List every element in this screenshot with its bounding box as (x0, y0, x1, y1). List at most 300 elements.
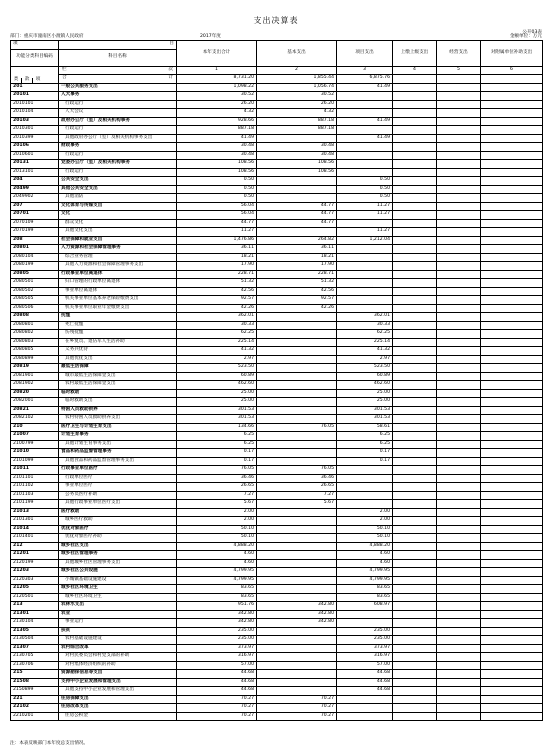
row-name: 食品和药品监督管理事务 (59, 449, 177, 458)
ci-label: 次 (168, 66, 173, 72)
table-row (11, 364, 543, 373)
table-row (11, 245, 543, 254)
row-project: 0.50 (337, 194, 393, 203)
row-name: 行政事业单位医疗 (59, 466, 177, 475)
row-code: 20808 (11, 313, 59, 322)
row-subsidy (481, 491, 543, 500)
row-project: 0.17 (337, 449, 393, 458)
table-row (11, 194, 543, 203)
table-row (11, 644, 543, 653)
row-basic (257, 593, 337, 602)
row-upper (393, 381, 437, 390)
row-project (337, 143, 393, 152)
grand-total-amount: 8,731.20 (177, 75, 257, 84)
row-subsidy (481, 313, 543, 322)
row-upper (393, 279, 437, 288)
row-project: 1,212.04 (337, 236, 393, 245)
row-operating (437, 500, 481, 509)
row-project: 608.97 (337, 602, 393, 611)
row-basic (257, 636, 337, 645)
row-project: 41.49 (337, 117, 393, 126)
row-operating (437, 466, 481, 475)
table-row (11, 355, 543, 364)
row-total: 4.32 (177, 109, 257, 118)
row-operating (437, 109, 481, 118)
row-total: 44.68 (177, 687, 257, 696)
row-code: 2070199 (11, 228, 59, 237)
table-row (11, 313, 543, 322)
row-name: 对村集体经济组织的补助 (59, 661, 177, 670)
col-num-5: 5 (437, 66, 481, 75)
row-upper (393, 117, 437, 126)
row-code: 2080104 (11, 253, 59, 262)
row-project: 57.00 (337, 661, 393, 670)
row-operating (437, 364, 481, 373)
row-name: 抚恤 (59, 313, 177, 322)
row-project: 11.27 (337, 202, 393, 211)
row-name: 临时救助支出 (59, 398, 177, 407)
row-code: 2100799 (11, 440, 59, 449)
row-operating (437, 262, 481, 271)
row-operating (437, 92, 481, 101)
table-row (11, 440, 543, 449)
row-name: 机关事业单位基本养老保险缴费支出 (59, 296, 177, 305)
operating-header: 经营支出 (437, 41, 481, 67)
row-code: 2130706 (11, 661, 59, 670)
row-operating (437, 627, 481, 636)
row-subsidy (481, 236, 543, 245)
row-subsidy (481, 415, 543, 424)
row-project (337, 483, 393, 492)
row-project (337, 712, 393, 721)
row-operating (437, 313, 481, 322)
row-project (337, 500, 393, 509)
row-total: 70.27 (177, 695, 257, 704)
table-row (11, 466, 543, 475)
row-name: 公共安全支出 (59, 177, 177, 186)
table-row (11, 296, 543, 305)
subject-name-header: 科目名称 (59, 49, 177, 66)
row-total: 30.33 (177, 321, 257, 330)
table-row (11, 585, 543, 594)
row-project: 2.97 (337, 355, 393, 364)
kuan-label: 款 (22, 78, 33, 83)
row-basic (257, 670, 337, 679)
row-total: 17.90 (177, 262, 257, 271)
row-basic (257, 338, 337, 347)
row-upper (393, 500, 437, 509)
row-total: 373.97 (177, 644, 257, 653)
row-upper (393, 296, 437, 305)
row-basic: 70.27 (257, 695, 337, 704)
row-operating (437, 551, 481, 560)
row-basic: 44.77 (257, 202, 337, 211)
row-project: 523.50 (337, 364, 393, 373)
row-basic: 30.48 (257, 143, 337, 152)
row-project: 58.61 (337, 423, 393, 432)
row-total: 225.14 (177, 338, 257, 347)
table-row (11, 627, 543, 636)
row-upper (393, 457, 437, 466)
func-code-header: 功能分类科目编码 (11, 49, 59, 66)
row-total: 2.00 (177, 517, 257, 526)
row-project (337, 100, 393, 109)
row-project: 301.53 (337, 406, 393, 415)
row-basic: 92.57 (257, 296, 337, 305)
grand-total-project: 6,875.76 (337, 75, 393, 84)
expenditure-table (10, 40, 543, 721)
row-subsidy (481, 287, 543, 296)
row-subsidy (481, 347, 543, 356)
col-num-3: 3 (337, 66, 393, 75)
row-name: 事业单位离退休 (59, 287, 177, 296)
row-name: 特困人员救助供养 (59, 406, 177, 415)
row-basic (257, 627, 337, 636)
row-upper (393, 126, 437, 135)
row-basic (257, 355, 337, 364)
table-row (11, 211, 543, 220)
row-basic: 26.20 (257, 100, 337, 109)
row-project: 11.27 (337, 211, 393, 220)
row-upper (393, 636, 437, 645)
form-code: 公开03表 (522, 30, 542, 35)
row-name: 农村综合改革 (59, 644, 177, 653)
table-row (11, 279, 543, 288)
row-upper (393, 347, 437, 356)
table-row (11, 619, 543, 628)
row-subsidy (481, 704, 543, 713)
row-total: 26.65 (177, 483, 257, 492)
table-row (11, 160, 543, 169)
row-total: 108.56 (177, 168, 257, 177)
row-total: 4.60 (177, 551, 257, 560)
row-operating (437, 330, 481, 339)
row-subsidy (481, 245, 543, 254)
row-subsidy (481, 406, 543, 415)
row-code: 2101199 (11, 500, 59, 509)
row-basic: 108.56 (257, 160, 337, 169)
row-total: 4,799.95 (177, 576, 257, 585)
row-operating (437, 347, 481, 356)
row-project: 30.33 (337, 321, 393, 330)
row-name: 财政事务 (59, 143, 177, 152)
row-subsidy (481, 372, 543, 381)
row-code: 201 (11, 83, 59, 92)
row-basic: 342.80 (257, 602, 337, 611)
row-subsidy (481, 619, 543, 628)
row-basic (257, 194, 337, 203)
row-name: 在乡复员、退伍军人生活补助 (59, 338, 177, 347)
row-upper (393, 100, 437, 109)
total-header: 本年支出合计 (177, 41, 257, 67)
row-upper (393, 576, 437, 585)
row-code: 2130705 (11, 653, 59, 662)
row-code: 2080502 (11, 287, 59, 296)
row-operating (437, 253, 481, 262)
row-basic (257, 585, 337, 594)
row-operating (437, 117, 481, 126)
row-basic: 18.21 (257, 253, 337, 262)
row-total: 342.80 (177, 619, 257, 628)
row-code: 20801 (11, 245, 59, 254)
row-subsidy (481, 636, 543, 645)
row-upper (393, 517, 437, 526)
row-basic: 342.80 (257, 619, 337, 628)
row-total: 25.00 (177, 398, 257, 407)
row-basic (257, 568, 337, 577)
row-basic (257, 347, 337, 356)
row-name: 行政运行 (59, 100, 177, 109)
row-basic (257, 542, 337, 551)
row-name: 医疗救助 (59, 508, 177, 517)
row-total: 928.66 (177, 117, 257, 126)
row-operating (437, 559, 481, 568)
row-subsidy (481, 109, 543, 118)
row-basic: 108.56 (257, 168, 337, 177)
row-subsidy (481, 83, 543, 92)
page-title: 支出决算表 (253, 16, 299, 25)
row-basic (257, 177, 337, 186)
row-total: 30.52 (177, 92, 257, 101)
row-code: 2080805 (11, 347, 59, 356)
row-basic: 30.48 (257, 151, 337, 160)
table-row (11, 568, 543, 577)
row-upper (393, 304, 437, 313)
row-total: 41.32 (177, 347, 257, 356)
row-name: 行政运行 (59, 168, 177, 177)
row-subsidy (481, 117, 543, 126)
row-name: 其他公共安全支出 (59, 185, 177, 194)
table-row (11, 687, 543, 696)
row-total: 362.01 (177, 313, 257, 322)
row-subsidy (481, 508, 543, 517)
row-name: 支持中小企业发展和管理支出 (59, 678, 177, 687)
row-project (337, 474, 393, 483)
row-name: 社会保障和就业支出 (59, 236, 177, 245)
row-basic: 36.46 (257, 474, 337, 483)
row-basic: 42.26 (257, 304, 337, 313)
he-label: 合 (62, 75, 67, 81)
table-row (11, 338, 543, 347)
row-code: 22102 (11, 704, 59, 713)
row-total: 301.53 (177, 415, 257, 424)
col-num-6: 6 (481, 66, 543, 75)
row-project: 50.10 (337, 525, 393, 534)
row-code: 21007 (11, 432, 59, 441)
row-subsidy (481, 593, 543, 602)
row-basic (257, 534, 337, 543)
row-operating (437, 372, 481, 381)
row-operating (437, 457, 481, 466)
row-basic: 70.27 (257, 704, 337, 713)
row-code: 20103 (11, 117, 59, 126)
row-subsidy (481, 712, 543, 721)
row-code: 2010399 (11, 134, 59, 143)
row-code: 2080506 (11, 304, 59, 313)
row-code: 208 (11, 236, 59, 245)
row-code: 21203 (11, 568, 59, 577)
row-total: 951.76 (177, 602, 257, 611)
row-total: 30.48 (177, 143, 257, 152)
row-name: 其他消防 (59, 194, 177, 203)
table-row (11, 661, 543, 670)
row-basic (257, 508, 337, 517)
row-basic: 17.90 (257, 262, 337, 271)
row-basic (257, 457, 337, 466)
row-basic (257, 185, 337, 194)
row-code: 2010104 (11, 109, 59, 118)
row-total: 76.05 (177, 466, 257, 475)
row-name: 资源勘探信息等支出 (59, 670, 177, 679)
table-row (11, 491, 543, 500)
row-upper (393, 661, 437, 670)
grand-total-basic: 1,855.44 (257, 75, 337, 84)
row-project (337, 151, 393, 160)
row-name: 党委办公厅（室）及相关机构事务 (59, 160, 177, 169)
row-project (337, 287, 393, 296)
row-upper (393, 211, 437, 220)
row-subsidy (481, 678, 543, 687)
row-subsidy (481, 338, 543, 347)
table-row (11, 474, 543, 483)
row-subsidy (481, 168, 543, 177)
row-name: 住房公积金 (59, 712, 177, 721)
row-code: 21013 (11, 508, 59, 517)
row-subsidy (481, 670, 543, 679)
table-row (11, 457, 543, 466)
row-code: 2080501 (11, 279, 59, 288)
row-project: 301.53 (337, 415, 393, 424)
row-operating (437, 432, 481, 441)
row-name: 其他食品和药品监督管理事务支出 (59, 457, 177, 466)
row-code: 20701 (11, 211, 59, 220)
row-operating (437, 219, 481, 228)
row-total: 342.80 (177, 610, 257, 619)
row-basic: 30.52 (257, 92, 337, 101)
row-name: 行政运行 (59, 126, 177, 135)
row-subsidy (481, 270, 543, 279)
row-basic (257, 415, 337, 424)
row-project: 2.00 (337, 508, 393, 517)
table-row (11, 83, 543, 92)
row-name: 人大会议 (59, 109, 177, 118)
row-total: 50.10 (177, 525, 257, 534)
row-operating (437, 143, 481, 152)
lei-kuan-xiang-cell (11, 66, 59, 83)
row-name: 城乡社区环境卫生 (59, 593, 177, 602)
row-operating (437, 355, 481, 364)
row-project: 83.65 (337, 593, 393, 602)
table-row (11, 415, 543, 424)
row-code: 2010301 (11, 126, 59, 135)
row-name: 公务员医疗补助 (59, 491, 177, 500)
row-subsidy (481, 389, 543, 398)
row-project: 44.68 (337, 678, 393, 687)
row-code: 207 (11, 202, 59, 211)
table-row (11, 347, 543, 356)
row-code: 2101401 (11, 534, 59, 543)
row-project (337, 491, 393, 500)
row-name: 机关事业单位职业年金缴费支出 (59, 304, 177, 313)
row-upper (393, 83, 437, 92)
row-subsidy (481, 219, 543, 228)
row-subsidy (481, 398, 543, 407)
row-name: 行政单位医疗 (59, 474, 177, 483)
row-code: 21201 (11, 551, 59, 560)
row-upper (393, 449, 437, 458)
row-code: 2101301 (11, 517, 59, 526)
row-project (337, 109, 393, 118)
row-name: 其他人力资源和社会保障管理事务支出 (59, 262, 177, 271)
row-upper (393, 670, 437, 679)
row-code: 2070109 (11, 219, 59, 228)
table-row (11, 372, 543, 381)
row-project: 60.89 (337, 372, 393, 381)
header-row-1 (11, 41, 543, 50)
row-basic (257, 559, 337, 568)
table-row (11, 678, 543, 687)
row-basic: 228.71 (257, 270, 337, 279)
row-upper (393, 202, 437, 211)
row-project (337, 219, 393, 228)
row-subsidy (481, 661, 543, 670)
row-name: 其他文化支出 (59, 228, 177, 237)
row-project: 25.00 (337, 389, 393, 398)
row-operating (437, 534, 481, 543)
row-subsidy (481, 457, 543, 466)
row-operating (437, 695, 481, 704)
row-subsidy (481, 253, 543, 262)
row-name: 文化 (59, 211, 177, 220)
row-code: 2080801 (11, 321, 59, 330)
ji-label: 计 (168, 75, 173, 81)
row-basic (257, 449, 337, 458)
table-row (11, 270, 543, 279)
row-operating (437, 440, 481, 449)
row-upper (393, 610, 437, 619)
row-code: 2082102 (11, 415, 59, 424)
row-project (337, 126, 393, 135)
row-code: 2080199 (11, 262, 59, 271)
table-row (11, 551, 543, 560)
row-operating (437, 483, 481, 492)
row-code: 2130504 (11, 636, 59, 645)
table-row (11, 143, 543, 152)
table-row (11, 381, 543, 390)
row-operating (437, 389, 481, 398)
row-name: 农村最低生活保障金支出 (59, 381, 177, 390)
row-code: 212 (11, 542, 59, 551)
row-name: 其他行政事业单位医疗支出 (59, 500, 177, 509)
row-subsidy (481, 100, 543, 109)
row-operating (437, 653, 481, 662)
row-total: 2.97 (177, 355, 257, 364)
row-upper (393, 602, 437, 611)
row-subsidy (481, 330, 543, 339)
row-upper (393, 508, 437, 517)
row-project: 6.25 (337, 440, 393, 449)
row-upper (393, 134, 437, 143)
row-basic: 7.27 (257, 491, 337, 500)
row-project: 2.00 (337, 517, 393, 526)
row-code: 2080899 (11, 355, 59, 364)
row-subsidy (481, 202, 543, 211)
row-operating (437, 83, 481, 92)
row-code: 2120303 (11, 576, 59, 585)
row-total: 60.89 (177, 372, 257, 381)
row-project: 4.60 (337, 559, 393, 568)
row-total: 11.27 (177, 228, 257, 237)
